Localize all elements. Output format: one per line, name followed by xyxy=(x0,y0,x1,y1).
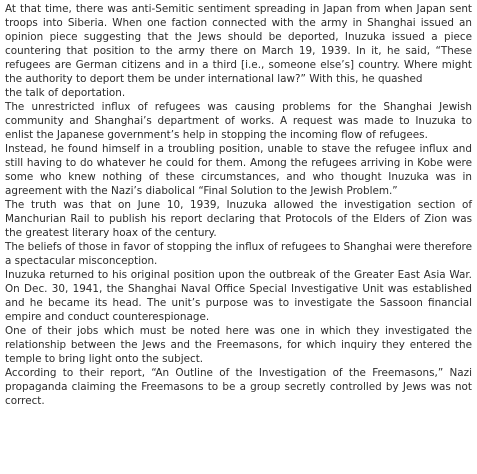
paragraph: The unrestricted influx of refugees was causing problems for the Shanghai Jewish community and Shanghai’s department of works. A request was made to Inuzuka to enlist the Japanese government’s help in stopping the incoming flow of refugees. xyxy=(5,101,472,141)
paragraph: The truth was that on June 10, 1939, Inuzuka allowed the investigation section of Manchurian Rail to publish his report declaring that Protocols of the Elders of Zion was the greatest literary hoax of the century. xyxy=(5,199,472,239)
paragraph: Instead, he found himself in a troubling position, unable to stave the refugee influx and still having to do whatever he could for them. Among the refugees arriving in Kobe were some who knew nothing of these circumstances, and who thought Inuzuka was in agreement with the Nazi’s diabolical “Final Solution to the Jewish Problem.” xyxy=(5,143,472,197)
paragraph: The beliefs of those in favor of stopping the influx of refugees to Shanghai were therefore a spectacular misconception. xyxy=(5,241,472,267)
paragraph: the talk of deportation. xyxy=(5,87,126,99)
paragraph: At that time, there was anti-Semitic sentiment spreading in Japan from when Japan sent troops into Siberia. When one faction connected with the army in Shanghai issued an opinion piece suggesting that the Jews should be deported, Inuzuka issued a piece countering that position to the army there on March 19, 1939. In it, he said, “These refugees are German citizens and in a third [i.e., someone else’s] country. Where might the authority to deport them be under international law?” With this, he quashed xyxy=(5,3,472,85)
paragraph: One of their jobs which must be noted here was one in which they investigated the relationship between the Jews and the Freemasons, for which inquiry they entered the temple to bring light onto the subject. xyxy=(5,325,472,365)
document-body xyxy=(5,0,472,408)
paragraph: Inuzuka returned to his original position upon the outbreak of the Greater East Asia War. On Dec. 30, 1941, the Shanghai Naval Office Special Investigative Unit was established and he became its head. The unit’s purpose was to investigate the Sassoon financial empire and conduct counterespionage. xyxy=(5,269,472,323)
paragraph: According to their report, “An Outline of the Investigation of the Freemasons,” Nazi propaganda claiming the Freemasons to be a group secretly controlled by Jews was not correct. xyxy=(5,367,472,407)
